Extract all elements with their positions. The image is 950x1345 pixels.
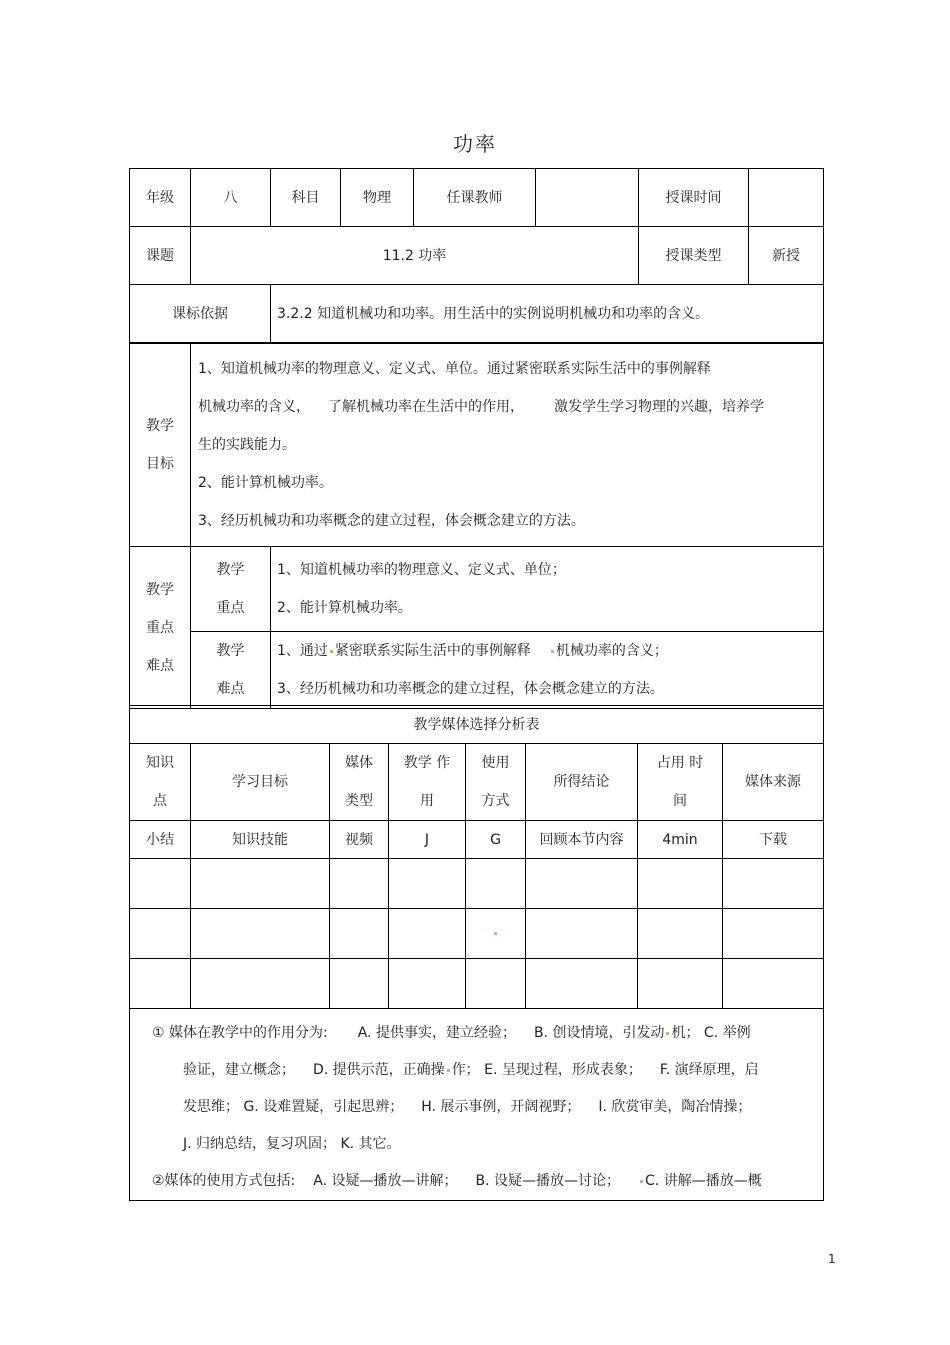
keypoints-label	[130, 547, 191, 709]
goals-line4: 2、能计算机械功率。	[198, 475, 333, 491]
basis-value: 3.2.2 知道机械功和功率。用生活中的实例说明机械功和功率的含义。	[271, 285, 824, 343]
cell-result: 回顾本节内容	[526, 821, 638, 859]
cell-usage: G	[466, 821, 526, 859]
cell-source: 下载	[723, 821, 824, 859]
goals-label-line1: 教学	[146, 418, 174, 434]
marker-dot	[330, 650, 333, 653]
difficulty-content	[271, 632, 824, 709]
header-knowledge-line2: 点	[153, 793, 167, 809]
notes-line3-part2: H. 展示事例，开阔视野；	[421, 1099, 581, 1115]
notes-line5-part4: C. 讲解—播放—概	[645, 1173, 762, 1189]
marker-dot	[447, 1069, 450, 1072]
difficulty-label-line1: 教学	[216, 643, 245, 659]
cell-goal: 知识技能	[191, 821, 330, 859]
teacher-label: 任课教师	[414, 169, 536, 227]
goals-line3: 生的实践能力。	[198, 437, 296, 453]
notes-line3	[152, 1089, 807, 1126]
media-table	[129, 705, 824, 1201]
keypoints-label-line2: 重点	[146, 619, 174, 636]
header-source: 媒体来源	[723, 744, 824, 821]
key-line1: 1、知道机械功率的物理意义、定义式、单位；	[277, 562, 566, 578]
header-usage-line2: 方式	[481, 793, 510, 809]
time-value	[749, 169, 824, 227]
notes-line3-part1: 发思维； G. 设难置疑，引起思辨；	[183, 1099, 404, 1115]
lesson-info-table	[129, 168, 824, 343]
header-usage-line1: 使用	[481, 755, 510, 771]
goals-table	[129, 343, 824, 709]
key-content	[271, 547, 824, 632]
goals-line2	[198, 388, 815, 426]
difficulty-line1-part3: 机械功率的含义；	[555, 643, 668, 659]
notes-line1-part3: B. 创设情境，引发动	[533, 1025, 665, 1041]
header-media	[330, 744, 389, 821]
difficulty-line2: 3、经历机械功和功率概念的建立过程，体会概念建立的方法。	[277, 681, 664, 697]
marker-dot	[551, 650, 554, 653]
header-time-line1: 占用 时	[656, 755, 704, 771]
header-goal: 学习目标	[191, 744, 330, 821]
difficulty-label	[191, 632, 271, 709]
marker-dot	[640, 1180, 643, 1183]
media-heading: 教学媒体选择分析表	[130, 706, 824, 744]
header-knowledge-line1: 知识	[146, 755, 174, 771]
cell-knowledge: 小结	[130, 821, 191, 859]
goals-label-line2: 目标	[146, 456, 174, 472]
notes-line1-part4: 机； C. 举例	[671, 1025, 751, 1041]
header-result: 所得结论	[526, 744, 638, 821]
goals-line2-part2: 了解机械功率在生活中的作用，	[328, 399, 524, 415]
header-time	[638, 744, 723, 821]
key-label-line1: 教学	[216, 562, 245, 578]
header-role-line2: 用	[420, 793, 434, 809]
basis-label: 课标依据	[130, 285, 271, 343]
keypoints-label-line1: 教学	[146, 581, 174, 598]
cell-role: J	[389, 821, 466, 859]
subject-value: 物理	[341, 169, 414, 227]
notes-line2	[152, 1052, 807, 1089]
notes-line1	[152, 1015, 807, 1052]
notes-line1-part1: ① 媒体在教学中的作用分为:	[152, 1025, 328, 1041]
grade-value: 八	[191, 169, 271, 227]
key-label-line2: 重点	[216, 600, 245, 616]
page-number: 1	[828, 1252, 836, 1266]
type-value: 新授	[749, 227, 824, 285]
notes-line5-part3: B. 设疑—播放—讨论；	[475, 1173, 621, 1189]
topic-value: 11.2 功率	[191, 227, 639, 285]
header-role	[389, 744, 466, 821]
header-media-line2: 类型	[345, 793, 373, 809]
document-title: 功率	[453, 132, 497, 156]
difficulty-line1-part2: 紧密联系实际生活中的事例解释	[334, 643, 531, 659]
table-row	[130, 909, 824, 959]
key-line2: 2、能计算机械功率。	[277, 600, 412, 616]
notes-line2-part2: D. 提供示范，正确操	[313, 1062, 445, 1078]
topic-label: 课题	[130, 227, 191, 285]
notes-line2-part4: F. 演绎原理，启	[659, 1062, 759, 1078]
difficulty-label-line2: 难点	[216, 681, 245, 697]
header-knowledge	[130, 744, 191, 821]
cell-time: 4min	[638, 821, 723, 859]
goals-line5: 3、经历机械功和功率概念的建立过程，体会概念建立的方法。	[198, 513, 585, 529]
key-label	[191, 547, 271, 632]
header-usage	[466, 744, 526, 821]
header-role-line1: 教学 作	[403, 755, 451, 771]
notes-line3-part3: I. 欣赏审美，陶冶情操；	[598, 1099, 752, 1115]
table-row	[130, 959, 824, 1009]
goals-label	[130, 344, 191, 547]
difficulty-line1-part1: 1、通过	[277, 643, 328, 659]
notes-line1-part2: A. 提供事实，建立经验；	[357, 1025, 516, 1041]
keypoints-label-line3: 难点	[146, 657, 174, 674]
header-time-line2: 间	[673, 793, 687, 809]
subject-label: 科目	[271, 169, 341, 227]
goals-line1: 1、知道机械功率的物理意义、定义式、单位。通过紧密联系实际生活中的事例解释	[198, 361, 711, 377]
table-row	[130, 859, 824, 909]
notes-line5-part2: A. 设疑—播放—讲解；	[313, 1173, 458, 1189]
time-label: 授课时间	[639, 169, 749, 227]
notes-cell	[130, 1009, 824, 1201]
notes-line5-part1: ②媒体的使用方式包括:	[152, 1173, 296, 1189]
marker-dot	[666, 1032, 669, 1035]
difficulty-line1	[277, 632, 823, 670]
goals-line2-part3: 激发学生学习物理的兴趣，培养学	[554, 399, 764, 415]
notes-line2-part1: 验证，建立概念；	[183, 1062, 295, 1078]
header-media-line1: 媒体	[345, 755, 373, 771]
notes-line4: J. 归纳总结，复习巩固； K. 其它。	[183, 1136, 401, 1152]
goals-content	[191, 344, 824, 547]
notes-line5	[152, 1163, 807, 1200]
goals-line2-part1: 机械功率的含义，	[198, 399, 310, 415]
teacher-value	[536, 169, 639, 227]
marker-dot	[494, 932, 497, 935]
type-label: 授课类型	[639, 227, 749, 285]
cell-media: 视频	[330, 821, 389, 859]
table-row	[130, 821, 824, 859]
notes-line2-part3: 作； E. 呈现过程，形成表象；	[451, 1062, 642, 1078]
grade-label: 年级	[130, 169, 191, 227]
